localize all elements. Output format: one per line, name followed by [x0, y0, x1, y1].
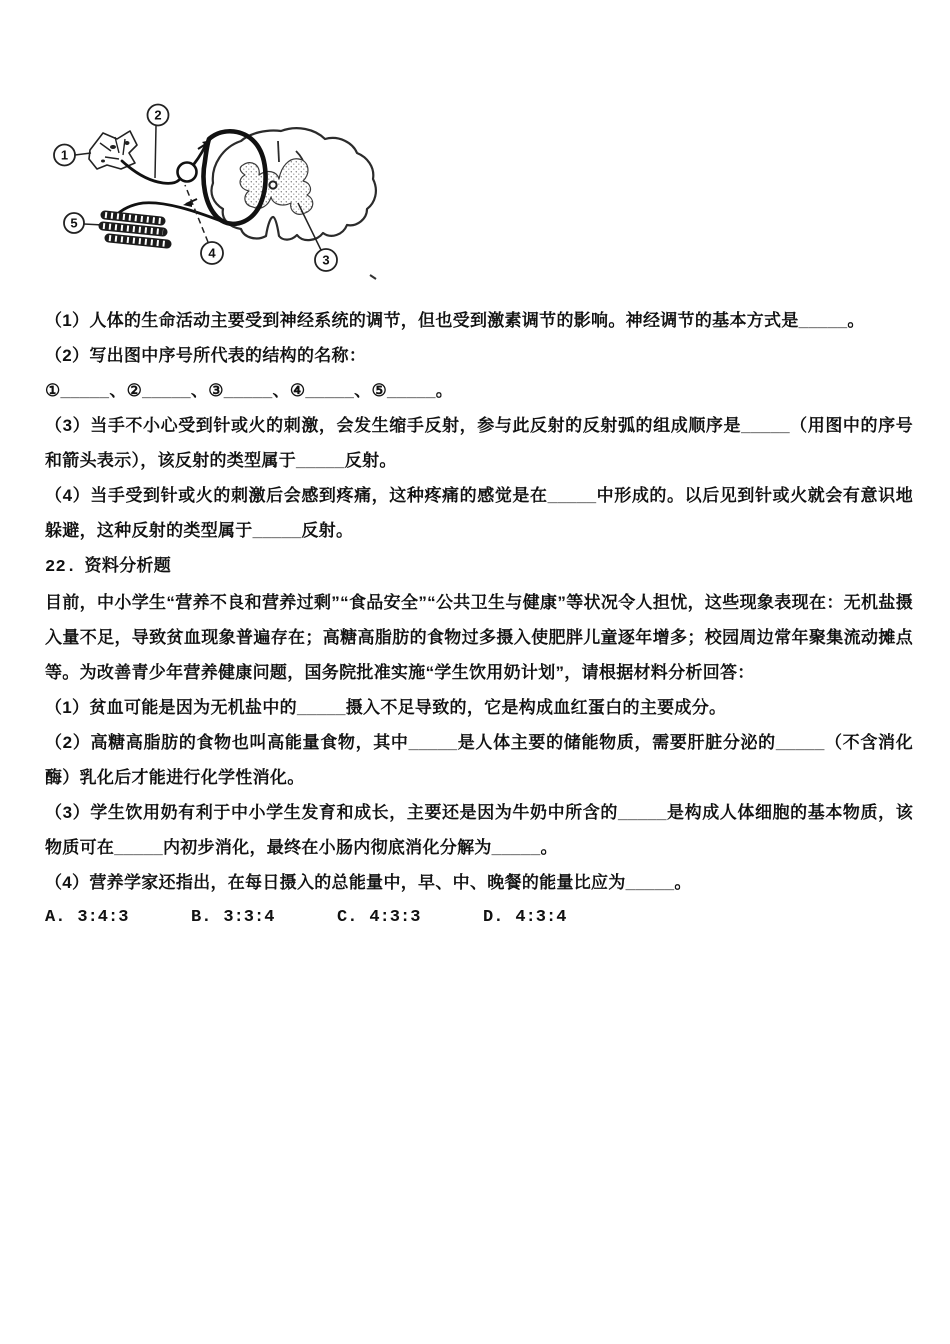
- muscle-effector-sketch: [103, 215, 167, 244]
- diagram-label-5: [64, 213, 84, 233]
- q22-part-2: （2）高糖高脂肪的食物也叫高能量食物，其中_____是人体主要的储能物质，需要肝脏分泌的_____（不含消化酶）乳化后才能进行化学性消化。: [45, 733, 913, 787]
- direction-arrow-efferent: [183, 199, 197, 207]
- svg-text:2: 2: [154, 107, 162, 123]
- q22-part-1: （1）贫血可能是因为无机盐中的_____摄入不足导致的，它是构成血红蛋白的主要成分。: [45, 698, 727, 717]
- q22-number: 22.: [45, 558, 77, 577]
- option-b: B. 3:3:4: [191, 908, 275, 927]
- svg-text:4: 4: [208, 245, 216, 261]
- q22-part-4: （4）营养学家还指出，在每日摄入的总能量中，早、中、晚餐的能量比应为_____。: [45, 873, 692, 892]
- diagram-label-2: [148, 105, 169, 126]
- q22-header: [45, 548, 913, 585]
- q22-title: 资料分析题: [84, 556, 172, 575]
- q21-part-1: （1）人体的生命活动主要受到神经系统的调节，但也受到激素调节的影响。神经调节的基本方式是_____。: [45, 311, 865, 330]
- question-text-block: [45, 303, 913, 935]
- q21-blank-list: ①_____、②_____、③_____、④_____、⑤_____。: [45, 381, 454, 400]
- q21-part-3: （3）当手不小心受到针或火的刺激，会发生缩手反射，参与此反射的反射弧的组成顺序是_____（用图中的序号和箭头表示），该反射的类型属于_____反射。: [45, 416, 913, 470]
- leader-line-1: [75, 153, 91, 155]
- q21-part-4: （4）当手受到针或火的刺激后会感到疼痛，这种疼痛的感觉是在_____中形成的。以后见到针或火就会有意识地躲避，这种反射的类型属于_____反射。: [45, 486, 913, 540]
- diagram-label-4: [201, 242, 223, 264]
- leader-line-2: [155, 126, 156, 178]
- central-canal: [269, 181, 276, 188]
- diagram-label-3: [315, 249, 337, 271]
- reflex-arc-diagram: [45, 95, 395, 285]
- option-c: C. 4:3:3: [337, 908, 421, 927]
- option-a: A. 3:4:3: [45, 908, 129, 927]
- receptor-sketch: [89, 131, 137, 169]
- diagram-label-1: [54, 145, 75, 166]
- svg-text:1: 1: [60, 147, 69, 163]
- svg-text:3: 3: [322, 252, 330, 268]
- q22-intro: 目前，中小学生“营养不良和营养过剩”“食品安全”“公共卫生与健康”等状况令人担忧，这些现象表现在：无机盐摄入量不足，导致贫血现象普遍存在；高糖高脂肪的食物过多摄入使肥胖儿童逐年增多；校园周边常年聚集流动摊点等。为改善青少年营养健康问题，国务院批准实施“学生饮用奶计划”，请根据材料分析回答：: [45, 593, 913, 682]
- q22-options: [45, 900, 913, 935]
- stray-mark: [370, 275, 376, 279]
- svg-text:5: 5: [70, 215, 78, 231]
- ganglion: [178, 163, 197, 182]
- leader-line-5: [84, 224, 103, 225]
- option-d: D. 4:3:4: [483, 908, 567, 927]
- q22-part-3: （3）学生饮用奶有利于中小学生发育和成长，主要还是因为牛奶中所含的_____是构成人体细胞的基本物质，该物质可在_____内初步消化，最终在小肠内彻底消化分解为_____。: [45, 803, 913, 857]
- q21-part-2: （2）写出图中序号所代表的结构的名称：: [45, 346, 367, 365]
